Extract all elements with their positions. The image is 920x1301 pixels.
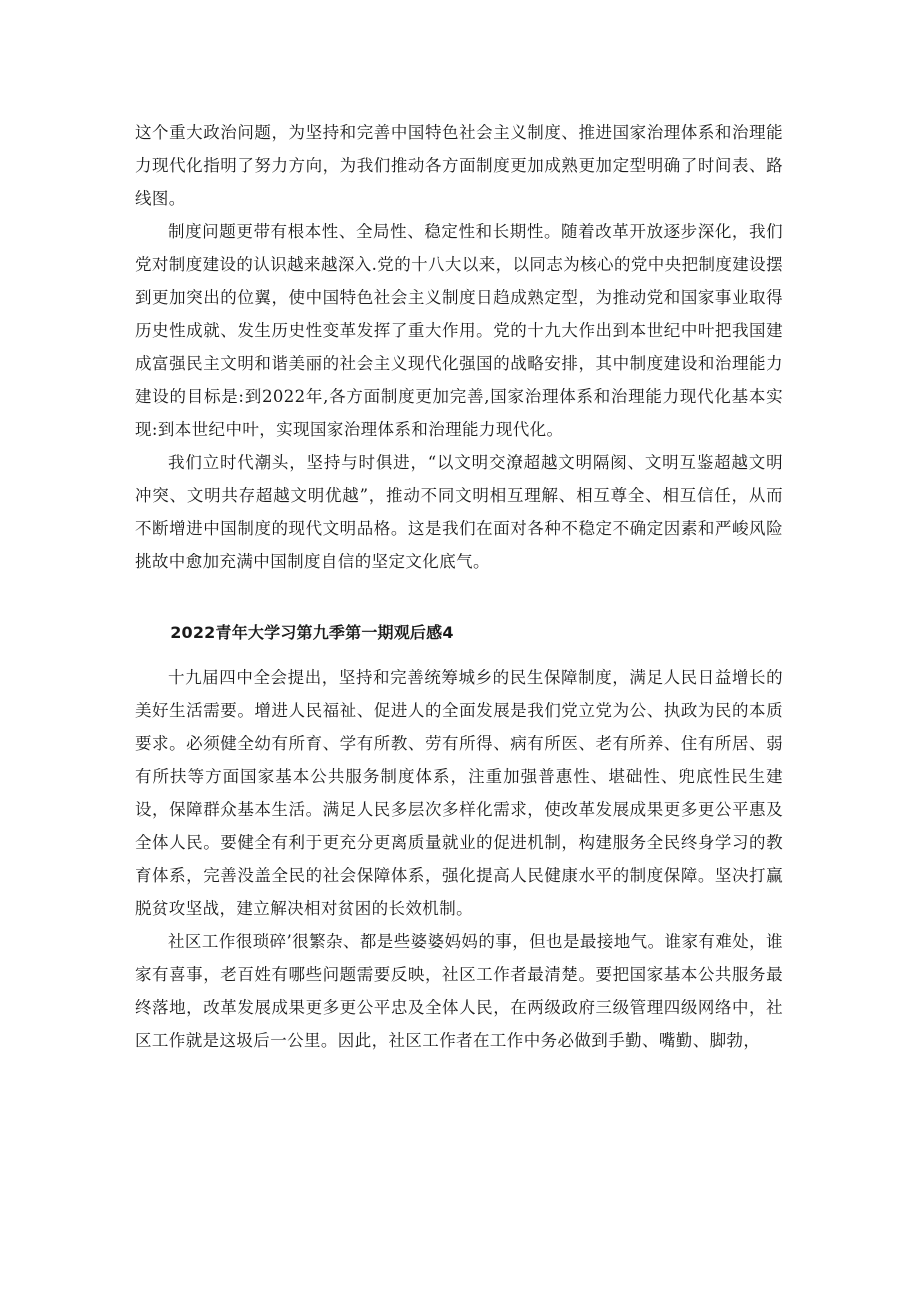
paragraph: 制度问题更带有根本性、全局性、稳定性和长期性。随着改革开放逐步深化，我们党对制度建设的认识越来越深入.党的十八大以来，以同志为核心的党中央把制度建设摆到更加突出的位翼，使中国特色社会主义制度日趋成熟定型，为推动党和国家事业取得历史性成就、发生历史性变革发挥了重大作用。党的十九大作出到本世纪中叶把我国建成富强民主文明和谐美丽的社会主义现代化强国的战略安排，其中制度建设和治理能力建设的目标是:到2022年,各方面制度更加完善,国家治理体系和治理能力现代化基本实现:到本世纪中叶，实现国家治理体系和治理能力现代化。 bbox=[135, 222, 783, 439]
paragraph: 社区工作很琐碎’很繁杂、都是些婆婆妈妈的事，但也是最接地气。谁家有难处，谁家有喜事，老百姓有哪些问题需要反映，社区工作者最清楚。要把国家基本公共服务最终落地，改革发展成果更多更公平忠及全体人民，在两级政府三级管理四级网络中，社区工作就是这圾后一公里。因此，社区工作者在工作中务必做到手勤、嘴勤、脚勃， bbox=[135, 932, 783, 1050]
section-title: 2022青年大学习第九季第一期观后感4 bbox=[170, 623, 454, 642]
paragraph: 十九届四中全会提出，坚持和完善统筹城乡的民生保障制度，满足人民日益增长的美好生活需要。增进人民福祉、促进人的全面发展是我们党立党为公、执政为民的本质要求。必须健全幼有所育、学有所教、劳有所得、病有所医、老有所养、住有所居、弱有所扶等方面国家基本公共服务制度体系，注重加强普惠性、堪础性、兜底性民生建设，保障群众基本生活。满足人民多层次多样化需求，使改革发展成果更多更公平惠及全体人民。要健全有利于更充分更离质量就业的促进机制，构建服务全民终身学习的教育体系，完善没盖全民的社会保障体系，强化提高人民健康水平的制度保障。坚决打赢脱贫攻坚战，建立解决相对贫困的长效机制。 bbox=[135, 668, 783, 918]
paragraph: 我们立时代潮头，坚持与时俱进，“以文明交潦超越文明隔阂、文明互鉴超越文明冲突、文明共存超越文明优越”，推动不同文明相互理解、相互尊全、相互信任，从而不断增进中国制度的现代文明品格。这是我们在面对各种不稳定不确定因素和严峻风险挑故中愈加充满中国制度自信的坚定文化底气。 bbox=[135, 453, 783, 571]
document-body bbox=[135, 116, 783, 1057]
paragraph-continued: 这个重大政治问题，为坚持和完善中国特色社会主义制度、推进国家治理体系和治理能力现代化指明了努力方向，为我们推动各方面制度更加成熟更加定型明确了时间表、路线图。 bbox=[135, 123, 783, 208]
